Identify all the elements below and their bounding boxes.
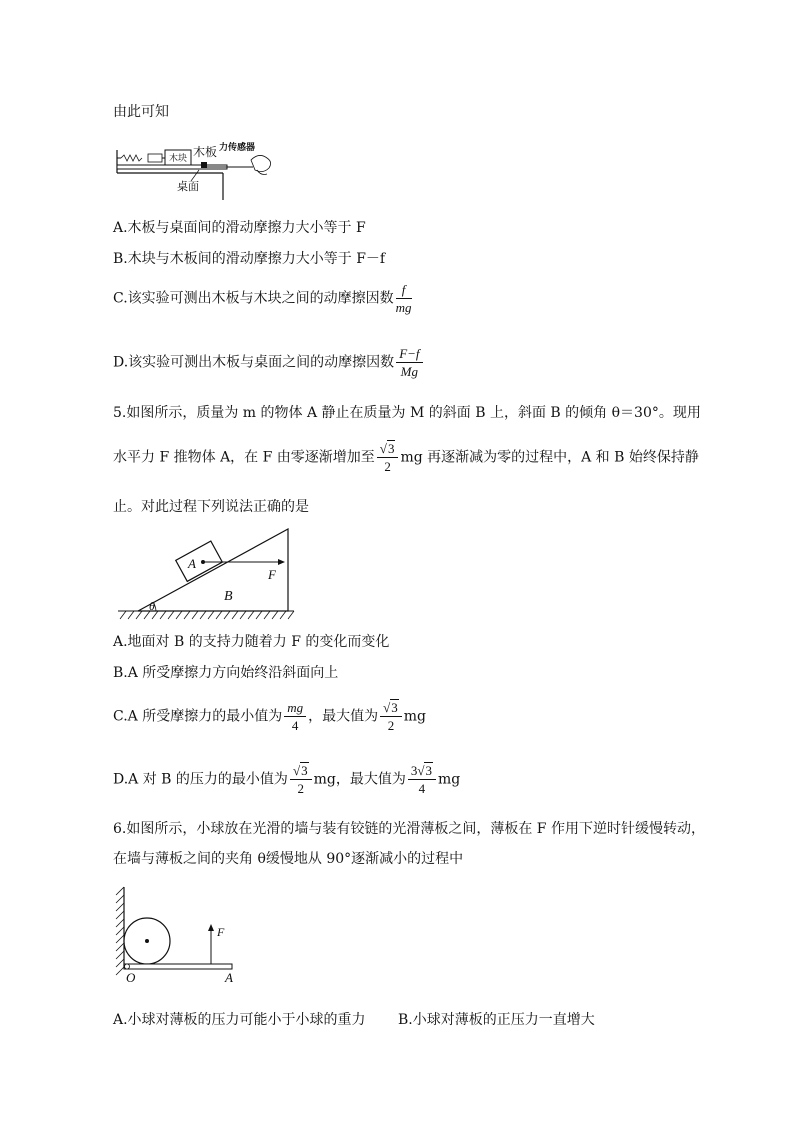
hinge — [125, 964, 130, 969]
q5-option-b: B.A 所受摩擦力方向始终沿斜面向上 — [113, 665, 339, 681]
wall-hatching — [116, 887, 124, 975]
label-theta: θ — [149, 599, 155, 613]
q5-option-d-text: D.A 对 B 的压力的最小值为 — [113, 771, 288, 788]
label-o: O — [126, 970, 136, 985]
q4-option-c-text: C.该实验可测出木板与木块之间的动摩擦因数 — [113, 290, 394, 307]
fraction-denominator: 2 — [297, 781, 304, 796]
figure-incline — [118, 523, 298, 621]
q5-option-a: A.地面对 B 的支持力随着力 F 的变化而变化 — [113, 634, 390, 650]
q4-option-d — [113, 347, 425, 378]
q5-option-c-text: C.A 所受摩擦力的最小值为 — [113, 708, 283, 725]
q5-option-c-max-fraction: $\frac{√3}{2}$ — [380, 701, 402, 732]
q5-stem-line-2b: mg 再逐渐减为零的过程中，A 和 B 始终保持静 — [400, 449, 699, 466]
label-a: A — [188, 556, 196, 571]
q5-stem-line-2 — [113, 442, 699, 473]
q5-option-d — [113, 764, 460, 795]
fraction-numerator: f — [396, 283, 412, 299]
q6-option-a: A.小球对薄板的压力可能小于小球的重力 — [113, 1012, 366, 1028]
fraction-denominator: mg — [395, 300, 412, 315]
q5-force-max-fraction: $\frac{√3}{2}$ — [377, 442, 399, 473]
label-f: F — [268, 567, 276, 582]
desk-label: 桌面 — [177, 181, 199, 193]
fraction-numerator: F−f — [396, 347, 422, 363]
q4-option-d-text: D.该实验可测出木板与桌面之间的动摩擦因数 — [113, 354, 395, 371]
fraction-denominator: 4 — [418, 781, 426, 796]
q5-option-c-mid: ，最大值为 — [308, 708, 379, 725]
q5-option-d-mid: mg，最大值为 — [313, 771, 406, 788]
q5-option-c — [113, 701, 426, 732]
label-f: F — [217, 925, 225, 939]
q4-option-d-fraction — [396, 347, 422, 378]
q4-option-a: A.木板与桌面间的滑动摩擦力大小等于 F — [113, 220, 366, 236]
board-label: 木板 — [193, 145, 218, 159]
label-a: A — [225, 970, 233, 985]
q5-option-c-min-fraction — [284, 701, 306, 732]
figure-friction-setup — [113, 140, 283, 200]
fraction-denominator: 4 — [291, 718, 299, 733]
fraction-denominator: 2 — [387, 718, 395, 733]
figure-wall-board — [110, 885, 240, 985]
q5-stem-line-3: 止。对此过程下列说法正确的是 — [113, 499, 309, 515]
q5-option-d-min-fraction: $\frac{√3}{2}$ — [290, 764, 312, 795]
sensor-label: 力传感器 — [219, 142, 256, 152]
q6-option-b: B.小球对薄板的正压力一直增大 — [398, 1012, 595, 1028]
q5-option-c-unit: mg — [403, 708, 427, 725]
fraction-denominator: 2 — [384, 459, 391, 474]
fraction-numerator: mg — [284, 701, 306, 717]
q5-stem-line-2a: 水平力 F 推物体 A，在 F 由零逐渐增加至 — [113, 449, 375, 466]
incline-b — [138, 529, 288, 611]
q4-option-c-fraction — [396, 283, 412, 314]
q4-option-c — [113, 283, 414, 314]
sqrt-radicand: 3 — [391, 700, 398, 715]
ground-hatching — [120, 611, 294, 619]
sqrt-radicand: 3 — [425, 763, 432, 778]
label-b: B — [224, 589, 233, 604]
q6-stem-line-1: 6.如图所示，小球放在光滑的墙与装有铰链的光滑薄板之间，薄板在 F 作用下逆时针缓慢转动， — [113, 821, 705, 837]
coefficient: 3 — [410, 763, 418, 778]
q6-stem-line-2: 在墙与薄板之间的夹角 θ缓慢地从 90°逐渐减小的过程中 — [113, 851, 464, 867]
thin-board — [124, 964, 232, 969]
q5-option-d-unit: mg — [437, 771, 461, 788]
sqrt-radicand: 3 — [301, 763, 308, 778]
q5-stem-line-1: 5.如图所示，质量为 m 的物体 A 静止在质量为 M 的斜面 B 上，斜面 B 的倾角 θ＝30°。现用 — [113, 405, 701, 421]
q5-option-d-max-fraction: $\frac{3√3}{4}$ — [408, 764, 436, 795]
q4-option-b: B.木块与木板间的滑动摩擦力大小等于 F－f — [113, 251, 386, 267]
fraction-denominator: Mg — [400, 364, 419, 379]
sqrt-radicand: 3 — [387, 441, 395, 456]
intro-text: 由此可知 — [113, 104, 169, 120]
block-label: 木块 — [169, 153, 188, 163]
